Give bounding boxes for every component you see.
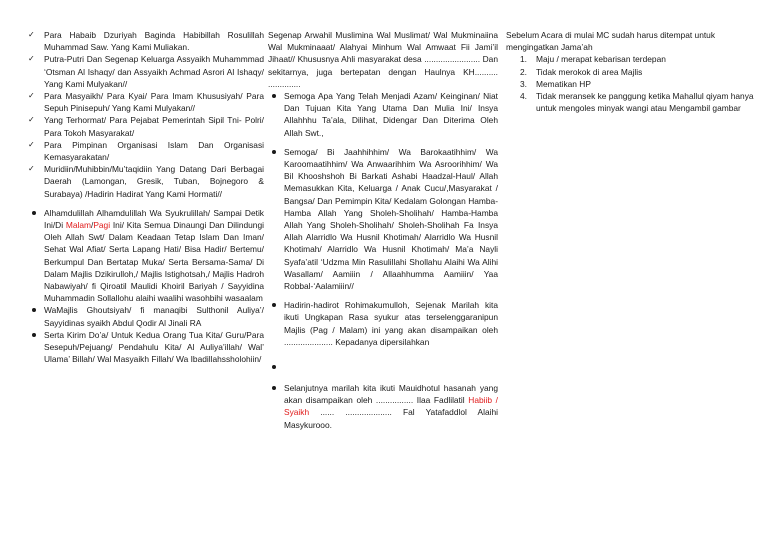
item-number: 1. — [520, 54, 527, 65]
column-right — [506, 29, 764, 114]
item-text: Tidak merokok di area Majlis — [536, 66, 643, 77]
text-segment: / — [90, 220, 94, 231]
checklist-item: ✓ Para Pimpinan Organisasi Islam Dan Organisasi Kemasyarakatan/ — [28, 139, 264, 163]
checklist-item: ✓ Yang Terhormat/ Para Pejabat Pemerintah Sipil Tni- Polri/ Para Tokoh Masyarakat/ — [28, 114, 264, 138]
checklist-item: ✓ Para Masyaikh/ Para Kyai/ Para Imam Khususiyah/ Para Sepuh Pinisepuh/ Yang Kami Mulyakan// — [28, 90, 264, 114]
greeting-checklist — [28, 29, 264, 200]
item-number: 3. — [520, 78, 527, 89]
bullet-hadirin: Hadirin-hadirot Rohimakumulloh, Sejenak Marilah kita ikuti Ungkapan Rasa syukur atas terselenggaranipun Majlis (Pag / Malam) ini yang akan disampaikan oleh ..................... Kepadanya dipersilahkan — [268, 299, 498, 348]
checklist-item: ✓ Muridiin/Muhibbin/Mu’taqidiin Yang Datang Dari Berbagai Daerah (Lamongan, Gresik, Tuban, Bojnegoro & Surabaya) /Hadirin Hadirat Yang Kami Hormati// — [28, 163, 264, 200]
text-segment: Ini/ Kita Semua Dinaungi Dan Dilindungi Oleh Allah Swt/ Dalam Keadaan Tetap Islam Dan Iman/ Sehat Wal Afiat/ Serta Lapang Hati/ Bisa Hadir/ Bertemu/ Berkumpul Dan Bertatap Muka/ Serta Bersama-Sama/ Di Dalam Majlis Dzikirulloh,/ Majlis Istighotsah,/ Majlis Hadroh Nabawiyah/ fi Qiroatil Maulidi Khoiril Bariyah / Sayyidina Muhammadin Sollallohu alaihi waalihi wasohbihi wasaalam — [44, 220, 264, 304]
reminder-item — [506, 78, 764, 90]
reminder-item — [506, 53, 764, 65]
bullet-semoga-1: Semoga Apa Yang Telah Menjadi Azam/ Keinginan/ Niat Dan Tujuan Kita Yang Utama Dan Mulia Ini/ Insya Allahhhu Ta’ala, Dilihat, Didengar Dan Diterima Oleh Allah Swt., — [268, 90, 498, 139]
highlight-malam: Malam — [65, 220, 91, 231]
column-middle — [268, 29, 498, 431]
bullet-selanjutnya — [268, 382, 498, 431]
mc-reminder-list — [506, 53, 764, 114]
highlight-pagi: Pagi — [93, 220, 111, 231]
bullet-serta: Serta Kirim Do’a/ Untuk Kedua Orang Tua Kita/ Guru/Para Sesepuh/Pejuang/ Pendahulu Kita/ Al Auliya’illah/ Wal’ Ulama’ Billah/ Wal Masyaikh Fillah/ Wa Ibadillahssholohiin/ — [28, 329, 264, 366]
item-text: Mematikan HP — [536, 78, 591, 89]
prayer-bullets — [268, 90, 498, 431]
highlight-habiib-syaikh: Habiib / Syaikh — [284, 395, 498, 418]
text-segment: ...... .................... Fal Yatafaddlol Alaihi Masykurooo. — [284, 407, 498, 430]
bullet-empty — [268, 361, 498, 373]
paragraph-continued: Segenap Arwahil Muslimina Wal Muslimat/ Wal Mukminaiina Wal Mukminaaat/ Alahyai Minhum Wal Amwaat Fii Jami’il Jihaat// Khususnya Ahli masyarakat desa ........................ Dan sekitarnya, juga bertepatan dengan Haulnya KH.......... .............. — [268, 30, 498, 89]
bullet-alhamdulillah — [28, 207, 264, 305]
column-left — [28, 29, 264, 365]
bullet-semoga-2: Semoga/ Bi Jaahhihhim/ Wa Barokaatihhim/ Wa Karoomaatihhim/ Wa Anwaarihhim Wa Asroorihhim/ Wa Bil Khooshshoh Bi Barkati Ashabi Haadzal-Haul/ Allah Memasukkan Kita, Keluarga / Anak Cucu/,Masyarakat / Bangsa/ Dan Pemimpin Kita/ Kedalam Golongan Hamba-Hamba Allah Yang Sholeh-Sholihah/ Hamba-Hamba Allah Yang Sholeh-Sholihah/ Sholeh-Sholihah Fa Insya Allah Alarridlo Wa Husnil Khotimah/ Alarridlo Wa Husnil Khotimah/ Alarridlo Wa Husnil Khotimah/ Ma’a Nayli Syafa’atil ‘Udzma Min Rasulillahi Shollahu Alaihi Wa Alihi Wasallam/ Aamiiin / Allaahhumma Aamiiin/ Yaa Robbal-‘Aalamiiin// — [268, 146, 498, 292]
mc-intro: Sebelum Acara di mulai MC sudah harus ditempat untuk mengingatkan Jama’ah — [506, 30, 716, 53]
text-segment: Alhamdulillah Alhamdulillah Wa Syukrulillah/ Sampai Detik Ini/Di — [44, 207, 264, 231]
reminder-item — [506, 90, 764, 114]
item-number: 4. — [520, 91, 527, 102]
item-text: Tidak meransek ke panggung ketika Mahallul qiyam hanya untuk mengoles minyak wangi atau Mengambil gambar — [536, 91, 754, 114]
opening-bullets — [28, 207, 264, 366]
reminder-item — [506, 66, 764, 78]
bullet-wamajlis: WaMajlis Ghoutsiyah/ fi manaqibi Sulthonil Auliya’/ Sayyidinas syaikh Abdul Qodir Al Jinali RA — [28, 304, 264, 328]
item-text: Maju / merapat kebarisan terdepan — [536, 54, 666, 65]
checklist-item: ✓ Putra-Putri Dan Segenap Keluarga Assyaikh Muhammmad ‘Otsman Al Ishaqy/ dan Assyaikh Achmad Asrori Al Ishaqy/ Yang Kami Mulyakan// — [28, 53, 264, 90]
text-segment: Selanjutnya marilah kita ikuti Mauidhotul hasanah yang akan disampaikan oleh ................ Ilaa Fadlilatil — [284, 383, 498, 406]
item-number: 2. — [520, 66, 527, 77]
checklist-item: ✓ Para Habaib Dzuriyah Baginda Habibillah Rosulillah Muhammad Saw. Yang Kami Muliakan. — [28, 29, 264, 53]
